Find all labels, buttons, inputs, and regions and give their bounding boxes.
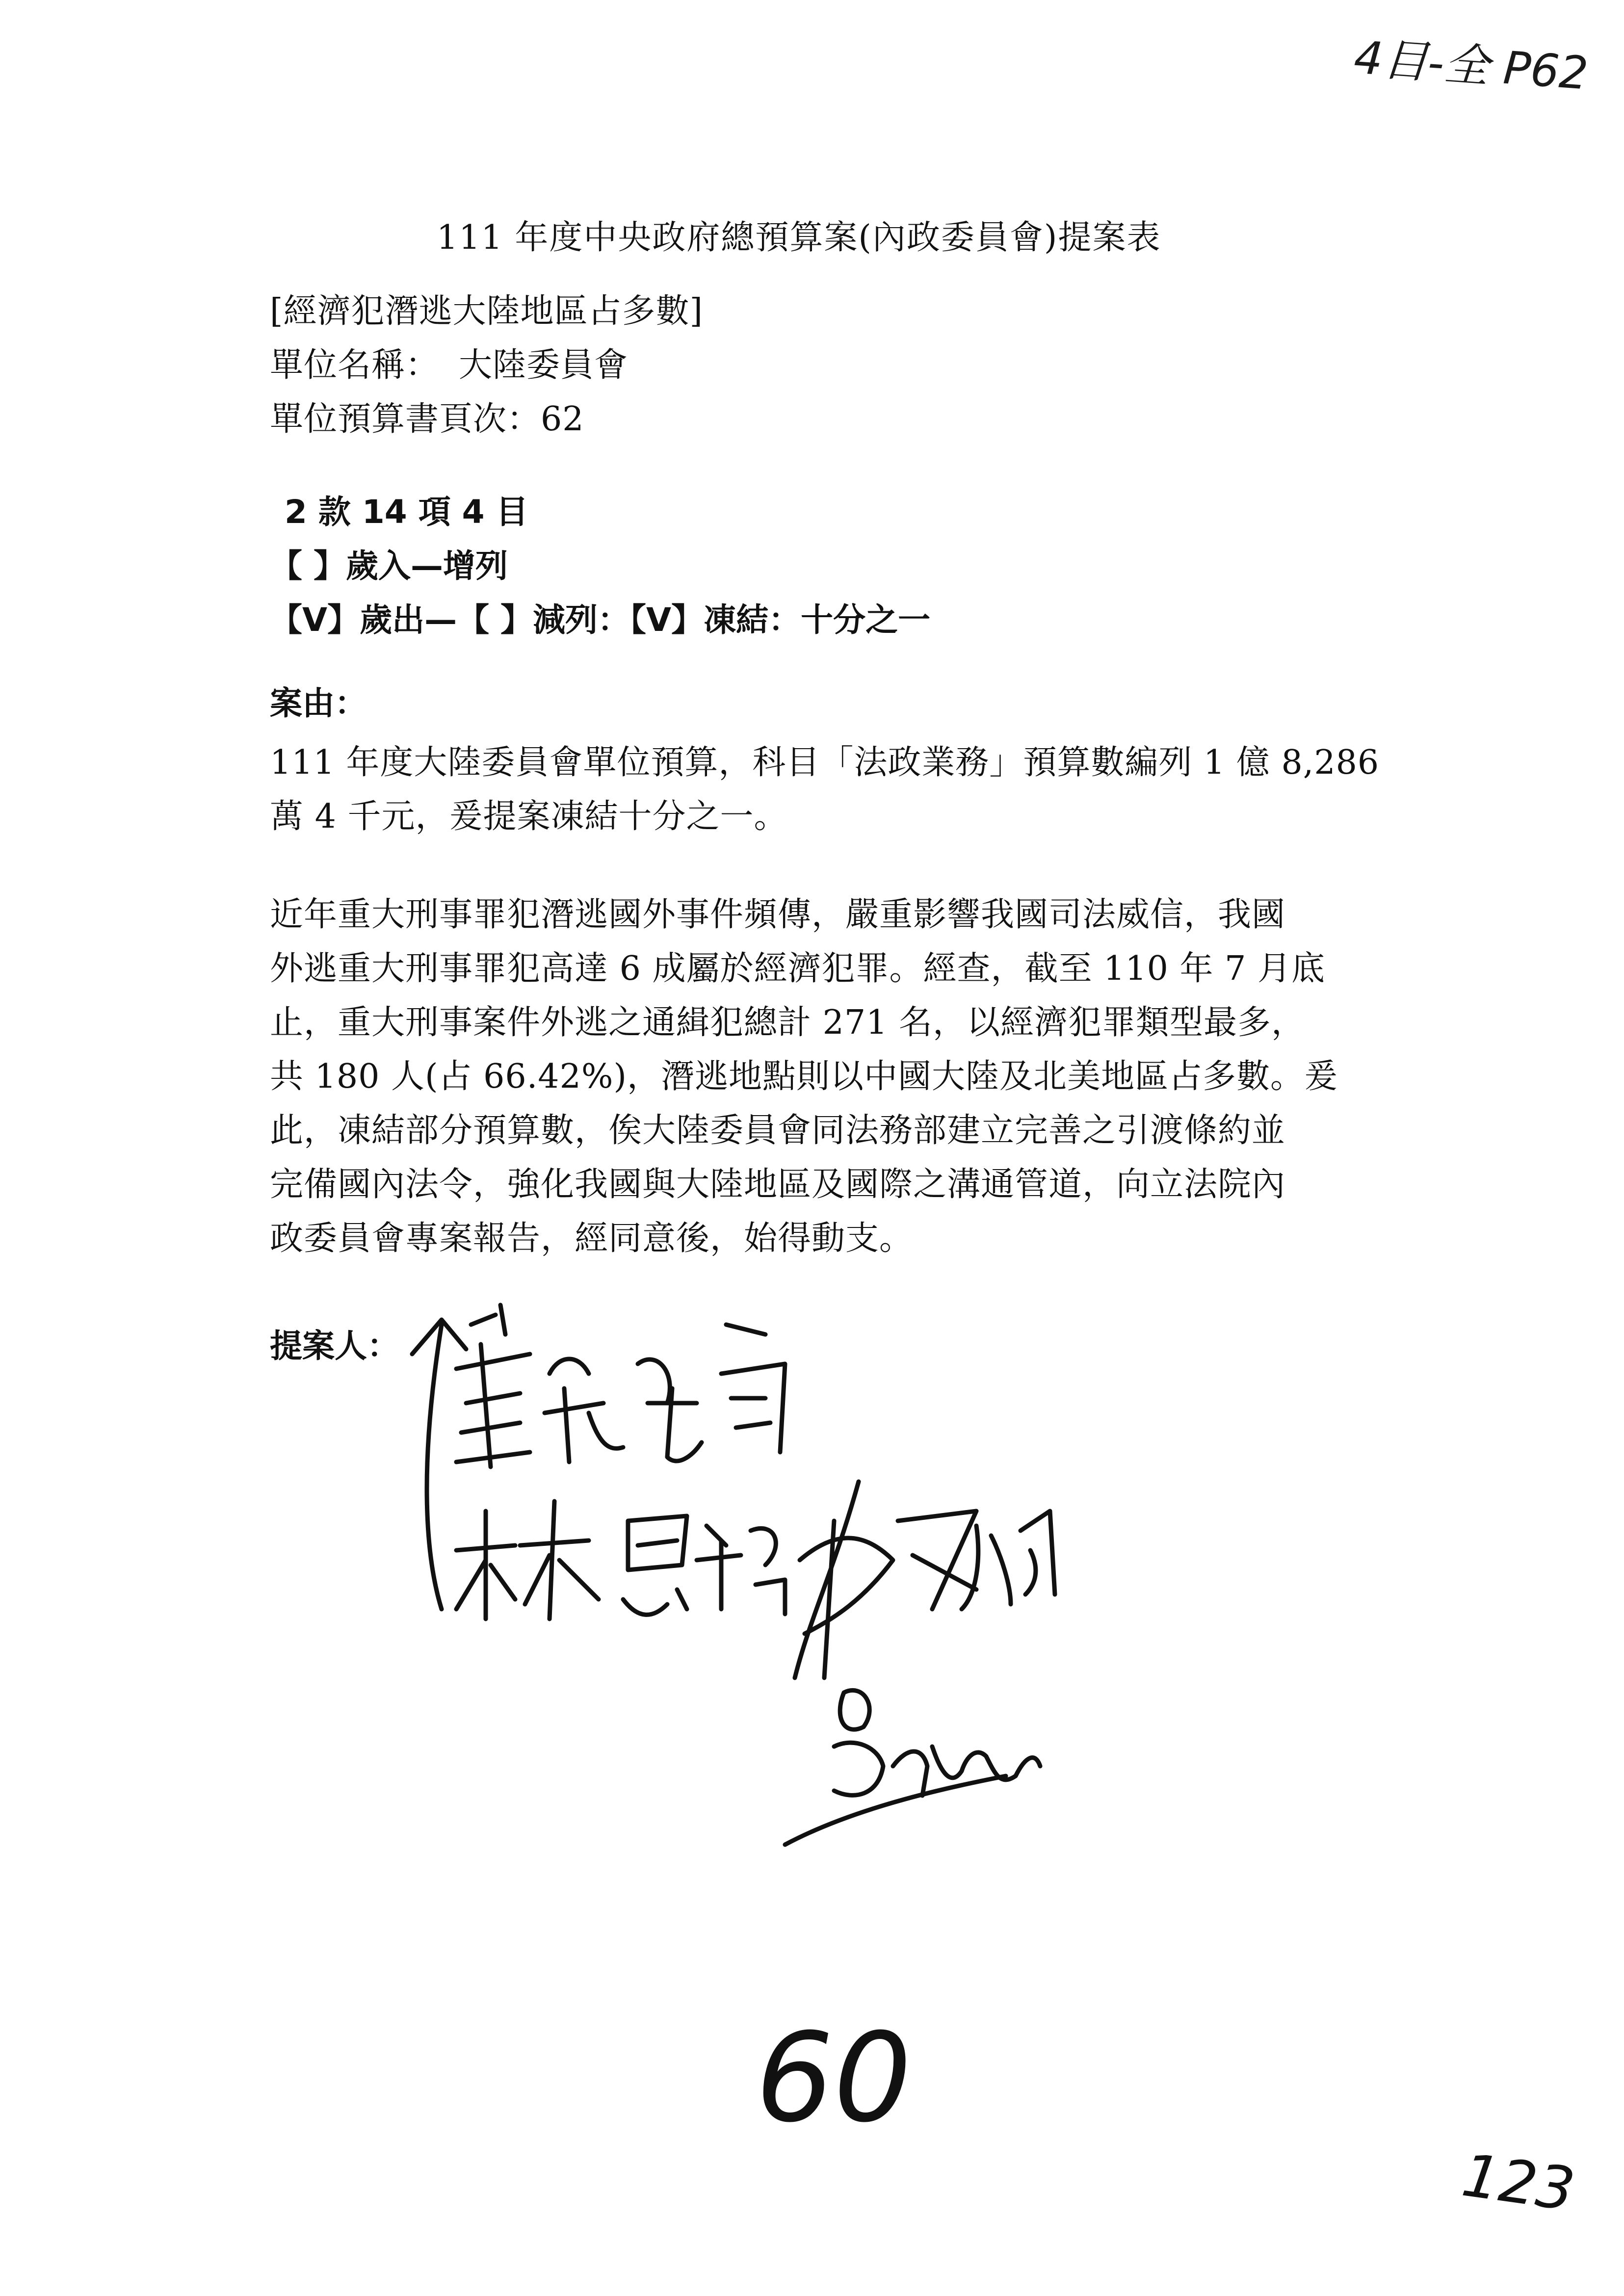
reason-para2-line: 政委員會專案報告，經同意後，始得動支。 [270, 1219, 914, 1258]
reason-para2-line: 此，凍結部分預算數，俟大陸委員會同法務部建立完善之引渡條約並 [270, 1111, 1286, 1150]
unit-name-value: 大陸委員會 [459, 346, 629, 385]
reason-para2-line: 共 180 人(占 66.42%)，潛逃地點則以中國大陸及北美地區占多數。爰 [270, 1057, 1338, 1096]
subject-line: [經濟犯潛逃大陸地區占多數] [270, 292, 704, 331]
expenditure-line: 【V】歲出—【 】減列：【V】凍結：十分之一 [270, 601, 931, 639]
budget-page-value: 62 [541, 400, 584, 439]
signature-1 [456, 1305, 785, 1467]
handwritten-bottom-number: 123 [1458, 2141, 1579, 2225]
reason-label: 案由： [270, 684, 367, 722]
budget-page-line [270, 392, 584, 440]
handwritten-corner-note: 4目-全 P62 [1352, 31, 1590, 100]
revenue-line: 【 】歲入—增列 [270, 547, 508, 585]
proposer-label: 提案人： [270, 1327, 399, 1365]
reason-para2-line: 止，重大刑事案件外逃之通緝犯總計 271 名，以經濟犯罪類型最多， [270, 1003, 1306, 1042]
handwritten-page-number: 60 [756, 2007, 912, 2149]
signature-2 [456, 1501, 785, 1619]
reason-para2-line: 完備國內法令，強化我國與大陸地區及國際之溝通管道，向立法院內 [270, 1165, 1286, 1204]
unit-name-line [270, 339, 628, 386]
signature-4 [785, 1690, 1040, 1845]
document-title: 111 年度中央政府總預算案(內政委員會)提案表 [437, 218, 1161, 257]
reason-para2-line: 近年重大刑事罪犯潛逃國外事件頻傳，嚴重影響我國司法威信，我國 [270, 895, 1286, 934]
reason-para1-line: 111 年度大陸委員會單位預算，科目「法政業務」預算數編列 1 億 8,286 [270, 743, 1380, 782]
signature-arrow [412, 1320, 466, 1609]
reason-para2-line: 外逃重大刑事罪犯高達 6 成屬於經濟犯罪。經查，截至 110 年 7 月底 [270, 949, 1326, 988]
unit-name-label: 單位名稱： [270, 346, 440, 385]
budget-page-label: 單位預算書頁次： [270, 400, 541, 439]
item-code: 2 款 14 項 4 目 [285, 493, 528, 531]
reason-para1-line: 萬 4 千元，爰提案凍結十分之一。 [270, 797, 788, 836]
signature-3 [795, 1482, 1055, 1678]
